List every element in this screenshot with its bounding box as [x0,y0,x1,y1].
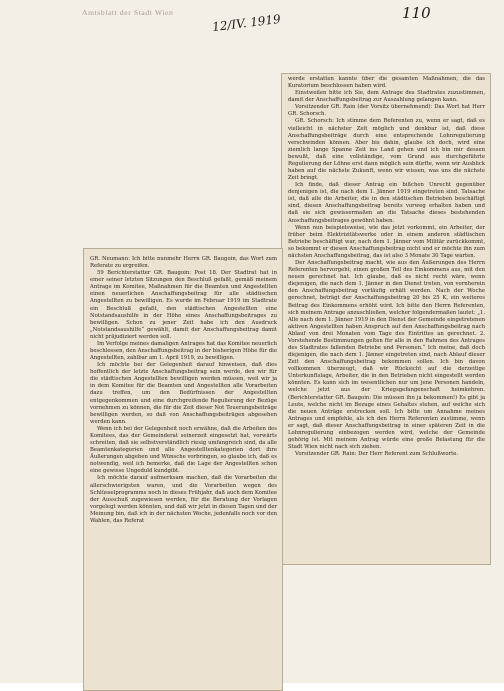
right-column-text [288,76,485,458]
paragraph: Ich möchte bei der Gelegenheit darauf hinweisen, daß dies hoffentlich der letzte Anschaffungsbeitrag sein werde, den wir für die städtischen Angestellten bewilligen werden müssen, weil wir ja in dem Komitee für die Beamten und Angestellten alle Vorarbeiten dazu treffen, um den Bedürfnissen der Angestellten entgegenkommen und eine durchgreifende Regulierung der Bezüge vornehmen zu können, die für die Zeit dieser Not Teuerungsbeiträge bewilligen werden, so daß von Anschaffungsbeiträgen abgesehen werden kann. [90,362,277,425]
paragraph: Wenn ich bei der Gelegenheit noch erwähne, daß die Arbeiten des Komitees, das der Gemeinderat seinerzeit eingesetzt hat, vorwärts schreiten, daß sie selbstverständlich riesig umfangreich sind, da alle Beamtenkategorien und alle Angestelltenkategorien dort ihre Äußerungen abgeben und Wünsche vorbringen, so glaube ich, daß es notwendig, weil ich bemerke, daß die Lage der Angestellten schon eine gewisse Ungeduld kundgibt. [90,425,278,475]
paragraph: Ich möchte darauf aufmerksam machen, daß die Vorarbeiten die allerschwierigsten waren, und die Vorarbeiten wegen des Schlüsselprogramms noch in dieses Frühjahr, daß auch dem Komitee der Ausschuß zugewiesen werden, für die Beratung der Vorlagen vorgelegt werden könnten, und daß wir jetzt in diesen Tagen und der Meinung bin, daß ich in der nächsten Woche, jedenfalls noch vor den Wahlen, das Referat [90,475,277,524]
paragraph: Der Anschaffungsbeitrag macht, wie aus den Äußerungen des Herrn Referenten hervorgeht, einen großen Teil des Einkommens aus, mit den neuen gerechnet hat. Ich glaube, daß es nicht recht wäre, wenn diejenigen, die nach dem 1. Jänner in den Dienst treten, von vornherein den Anschaffungsbeitrag vorläufig erhält werden. Nach der Woche gerechnet, beträgt der Anschaffungsbeitrag 20 bis 25 K, ein weiteres Beitrag des Einkommens erhöht wird. Ich bitte den Herrn Referenten, sich meinem Antrage anzuschließen, welcher folgendermaßen lautet: „1. Alle nach dem 1. Jänner 1919 in den Dienst der Gemeinde eingetretenen aktiven Angestellten haben Anspruch auf den Anschaffungsbeitrag nach Ablauf von drei Monaten vom Tage des Eintrittes an gerechnet. 2. Vorstehende Bestimmungen gelten für alle in den Rahmen des Antrages des Stadtrates fallenden Betriebe und Personen.“ Ich meine, daß doch diejenigen, die nach dem 1. Jänner eingetreten sind, nach Ablauf dieser Zeit den Anschaffungsbeitrag bekommen sollen. Ich bin davon vollkommen überzeugt, daß wir Rücksicht auf die derzeitige Unterkunftslage, Arbeiter, die in den Betrieben nicht eingestellt werden könnten. Es kann sich im wesentlichen nur um jene Personen handeln, welche jetzt aus der Kriegsgefangenschaft heimkehren. (Berichterstatter GR. Baugoin: Die müssen ihn ja bekommen!) Es gibt ja Leute, welche nicht im Bezuge eines Gehaltes stehen, auf welche sich die neuen Anträge erstrecken soll. Ich bitte um Annahme meines Antrages und empfehle, als ich den Herrn Referenten zustimme, wenn er sagt, daß dieser Anschaffungsbeitrag in einer späteren Zeit in die Lohnregulierung einbezogen werden wird, welche der Gemeinde gehörig ist. Mit meinem Antrag würde eine große Belastung für die Stadt Wien nicht nach sich ziehen. [288,260,485,451]
left-column-text [90,256,277,525]
paragraph: Im Verfolge meines damaligen Antrages hat das Komitee neuerlich beschlossen, den Anschaffungsbeitrag in der bisherigen Höhe für die Angestellten, zahlbar am 1. April 1919, zu bewilligen. [90,340,277,362]
paragraph: GR. Schorsch: Ich stimme dem Referenten zu, wenn er sagt, daß es vielleicht in nächster Zeit möglich und denkbar ist, daß diese Anschaffungsbeiträge durch eine entsprechende Lohnregulierung verschwinden können. Aber bis dahin, glaube ich doch, wird eine ziemlich lange Spanne Zeit ins Land gehen und ich bin mir dessen bewußt, daß eine vollständige, vom Grund aus durchgeführte Regulierung der Löhne erst dann möglich sein dürfte, wenn wir Ausblick haben auf die nächste Zukunft, wenn wir wissen, was uns die nächste Zeit bringt. [288,118,485,182]
handwritten-date: 12/IV. 1919 [211,11,282,35]
paragraph: GR. Neumann: Ich bitte nunmehr Herrn GR. Baugoin, das Wort zum Referate zu ergreifen. [90,256,277,270]
paragraph: Wenn nun beispielsweise, wie das jetzt vorkommt, ein Arbeiter, der früher beim Elektrizitätswerke oder in einem anderen städtischen Betriebe beschäftigt war, nach dem 1. Jänner vom Militär zurückkommt, so bekommt er diesen Anschaffungsbeitrag nicht und er möchte ihn zum nächsten Anschaffungsbeitrag, das ist also 3 Monate 30 Tage warten. [288,224,485,259]
paragraph: Ich finde, daß dieser Antrag ein bißchen Unrecht gegenüber denjenigen ist, die nach dem 1. Jänner 1919 eingetreten sind. Tatsache ist, daß alle die Arbeiter, die in den städtischen Betrieben beschäftigt sind, diesen Anschaffungsbeitrag bereits vorweg erhalten haben und daß sie sich gewissermaßen an die Tatsache dieses bestehenden Anschaffungsbeitrages gewöhnt haben. [288,182,485,224]
newspaper-clipping-left [83,248,283,691]
handwritten-number: 110 [402,4,431,22]
paragraph: Vorsitzender GR. Rain: Der Herr Referent zum Schlußworte. [295,451,459,458]
paragraph: Einstweilen bitte ich Sie, dem Antrage des Stadtrates zuzustimmen, damit der Anschaffungsbeitrag zur Auszahlung gelangen kann. [288,90,485,104]
archive-stamp: Amtsblatt der Stadt Wien [82,8,174,17]
paragraph: Vorsitzender GR. Rain (der Vorsitz übernehmend): Das Wort hat Herr GR. Schorsch. [288,104,485,118]
newspaper-clipping-right [281,73,491,565]
paragraph: werde erstatten kannte über die gesamten Maßnahmen, die das Kuratorium beschlossen haben wird. [288,76,485,90]
paragraph: 59 Berichterstatter GR. Baugoin: Post 18. Der Stadtrat hat in einer seiner letzten Sitzungen den Beschluß gefaßt, gemäß meinem Antrage im Komitee, Maßnahmen für die Beamten und Angestellten einen neuerlichen Anschaffungsbeitrag für alle städtischen Angestellten zu bewilligen. Es wurde im Februar 1919 im Stadtrate ein Beschluß gefaßt, den städtischen Angestellten eine Notstandsaushilfe in der Höhe eines Anschaffungsbeitrages zu bewilligen. Schon zu jener Zeit habe ich den Ausdruck „Notstandsaushilfe“ gewählt, damit der Anschaffungsbeitrag damit nicht präjudiziert werden soll. [90,270,277,340]
